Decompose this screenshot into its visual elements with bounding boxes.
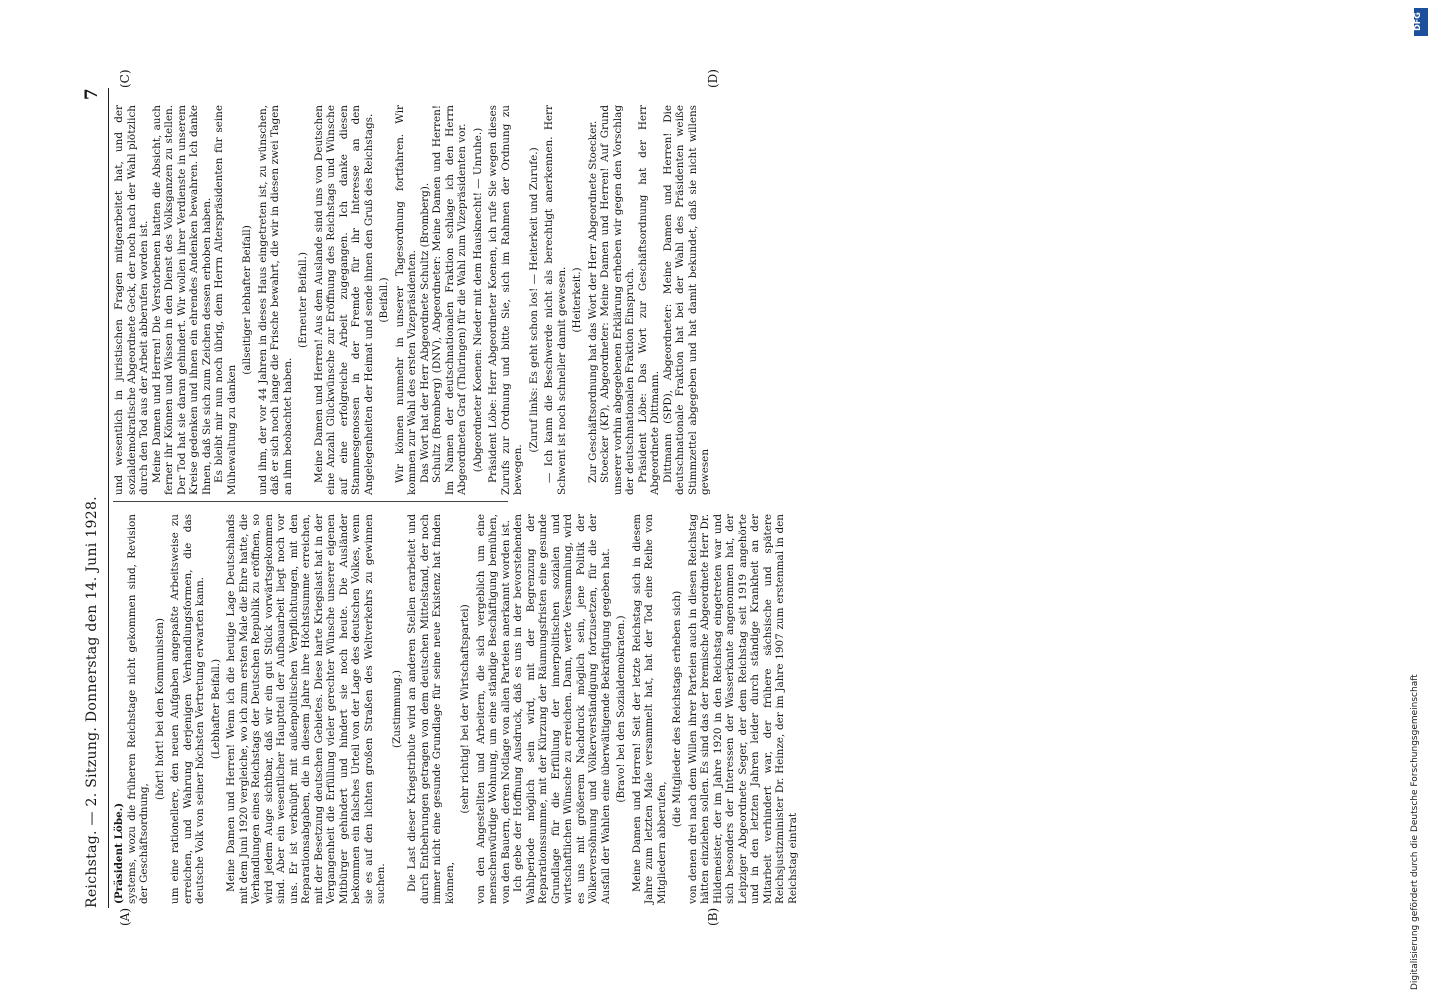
paragraph-12: Präsident Löbe: Herr Abgeordneter Koenen, ich rufe Sie wegen dieses Zurufs zur Ordnung und bitte Sie, sich im Rahmen der Ordnung zu bewegen.: [487, 105, 524, 495]
paragraph-0: und wesentlich in juristischen Fragen mitgearbeitet hat, und der sozialdemokratische Abgeordnete Geck, der noch nach der Wahl plötzlich durch den Tod aus der Arbeit abberufen worden ist.: [113, 105, 150, 495]
column-divider: [113, 501, 508, 502]
paragraph-10: Ich gebe der Hoffnung Ausdruck, daß es uns in der bevorstehenden Wahlperiode möglich sein wird, mit der Begrenzung der Reparationssumme, mit der Kürzung der Räumungsfristen eine gesunde Grundlage für die Erfüllung der innerpolitischen sozialen und wirtschaftlichen Wünsche zu erreichen. Dann, werte Versammlung, wird es uns mit größerem Nachdruck möglich sein, jene Politik der Völkerversöhnung und Völkerverständigung fortzusetzen, für die der Ausfall der Wahlen eine überwältigende Bekräftigung gegeben hat.: [512, 514, 612, 904]
interjection-11: (Abgeordneter Koenen: Nieder mit dem Hausknecht! — Unruhe.): [471, 127, 484, 473]
paragraph-0: (Präsident Löbe.): [113, 802, 125, 904]
paragraph-16: Zur Geschäftsordnung hat das Wort der Herr Abgeordnete Stoecker.: [586, 120, 599, 483]
margin-letter-b: (B): [706, 907, 720, 926]
margin-letter-a: (A): [118, 907, 132, 926]
paragraph-5: Meine Damen und Herren! Wenn ich die heutige Lage Deutschlands mit dem Juni 1920 vergleiche, wo ich zum ersten Male die Ehre hatte, die Verhandlungen eines Reichstags der Deutschen Republik zu eröffnen, so wird jedem Auge sichtbar, daß wir ein gut Stück vorwärtsgekommen sind. Aber ein wesentlicher Hauptteil der Aufbauarbeit liegt noch vor uns. Er ist verknüpft mit außenpolitischen Verpflichtungen, mit den Reparationsabgaben, die in diesem Jahre ihre Höchstsumme erreichen, mit der Besetzung deutschen Gebietes. Diese harte Kriegslast hat in der Vergangenheit die Erfüllung vieler gerechter Wünsche unserer eigenen Mitbürger gehindert und hindert sie noch heute. Die Ausländer bekommen ein falsches Urteil von der Lage des deutschen Volkes, wenn sie es auf den lichten großen Straßen des Weltverkehrs zu gewinnen suchen.: [225, 514, 387, 904]
header-rule: [108, 88, 109, 908]
paragraph-9: von den Angestellten und Arbeitern, die sich vergeblich um eine menschenwürdige Wohnung, um eine ständige Beschäftigung bemühen, von den Bauern, deren Notlage von allen Parteien anerkannt worden ist.: [474, 514, 512, 904]
paragraph-1: Meine Damen und Herren! Die Verstorbenen hatten die Absicht, auch ferner ihr Können und Wissen in den Dienst des Volksganzen zu stellen. Der Tod hat sie daran gehindert. Wir wollen ihrer Verdienste in unserem Kreise gedenken und ihnen ein ehrendes Andenken bewahren. Ich danke Ihnen, daß Sie sich zum Zeichen dessen erhoben haben.: [150, 105, 213, 495]
page-header: [84, 88, 106, 908]
margin-letter-c: (C): [118, 69, 132, 88]
interjection-15: (Heiterkeit.): [571, 267, 583, 333]
interjection-8: (sehr richtig! bei der Wirtschaftspartei): [459, 604, 471, 814]
digitization-credit: Digitalisierung gefördert durch die Deutsche Forschungsgemeinschaft: [1410, 674, 1420, 990]
interjection-11: (Bravo! bei den Sozialdemokraten.): [615, 615, 627, 803]
paragraph-17: Stoecker (KP), Abgeordneter: Meine Damen und Herren! Auf Grund unserer vorhin abgegebenen Erklärung erheben wir gegen den Vorschlag der deutschnationalen Fraktion Einspruch.: [599, 105, 636, 495]
paragraph-10: Schultz (Bromberg) (DNV), Abgeordneter: Meine Damen und Herren! Im Namen der deutschnationalen Fraktion schlage ich den Herrn Abgeordneten Graf (Thüringen) für die Wahl zum Vizepräsidenten vor.: [431, 105, 468, 495]
interjection-7: (Beifall.): [378, 277, 390, 323]
interjection-2: (hört! hört! bei den Kommunisten): [153, 618, 166, 800]
interjection-3: (allseitiger lebhafter Beifall): [241, 225, 253, 375]
dfg-logo: [1414, 8, 1428, 36]
interjection-13: (Zuruf links: Es geht schon los! — Heiterkeit und Zurufe.): [527, 147, 540, 453]
paragraph-12: Meine Damen und Herren! Seit der letzte Reichstag sich in diesem Jahre zum letzten Male versammelt hat, hat der Tod eine Reihe von Mitgliedern abberufen,: [630, 514, 668, 904]
paragraph-4: und ihm, der vor 44 Jahren in dieses Haus eingetreten ist, zu wünschen, daß er sich noch lange die Frische bewahrt, die wir in diesen zwei Tagen an ihm beobachtet haben.: [256, 105, 294, 495]
interjection-4: (Lebhafter Beifall.): [209, 658, 222, 760]
left-column: [113, 514, 799, 904]
right-column: [113, 105, 712, 495]
paragraph-9: Das Wort hat der Herr Abgeordnete Schultz (Bromberg).: [418, 182, 431, 483]
credit-sidebar: [1410, 10, 1428, 990]
paragraph-14: — Ich kann die Beschwerde nicht als berechtigt anerkennen. Herr Schwent ist noch schneller damit gewesen.: [543, 105, 568, 495]
paragraph-3: um eine rationellere, den neuen Aufgaben angepaßte Arbeitsweise zu erreichen, und Wahrung derjenigen Verhandlungsformen, die das deutsche Volk von seiner höchsten Vertretung erwarten kann.: [169, 514, 206, 904]
page-number: 7: [82, 88, 102, 101]
interjection-13: (die Mitglieder des Reichstags erheben sich): [671, 590, 683, 828]
paragraph-1: systems, wozu die früheren Reichstage nicht gekommen sind, Revision der Geschäftsordnung,: [125, 514, 150, 904]
paragraph-18: Präsident Löbe: Das Wort zur Geschäftsordnung hat der Herr Abgeordnete Dittmann.: [636, 105, 661, 495]
interjection-5: (Erneuter Beifall.): [297, 252, 309, 348]
paragraph-6: Meine Damen und Herren! Aus dem Auslande sind uns von Deutschen eine Anzahl Glückwünsche zur Eröffnung des Reichstags und Wünsche auf eine erfolgreiche Arbeit zugegangen. Ich danke diesen Stammesgenossen in der Fremde für ihr Interesse an den Angelegenheiten der Heimat und sende ihnen den Gruß des Reichstags.: [312, 105, 375, 495]
paragraph-2: Es bleibt mir nun noch übrig, dem Herrn Alterspräsidenten für seine Mühewaltung zu danken: [213, 105, 238, 495]
paragraph-7: Die Last dieser Kriegstribute wird an anderen Stellen erarbeitet und durch Entbehrungen getragen von dem deutschen Mittelstand, der noch immer nicht eine gesunde Grundlage für seine neue Existenz hat finden können,: [406, 514, 456, 904]
paragraph-8: Wir können nunmehr in unserer Tagesordnung fortfahren. Wir kommen zur Wahl des ersten Vizepräsidenten.: [393, 105, 418, 495]
paragraph-14: von denen drei nach dem Willen ihrer Parteien auch in diesen Reichstag hätten einziehen sollen. Es sind das der bremische Abgeordnete Herr Dr. Hildemeister, der im Jahre 1920 in den Reichstag eingetreten war und sich besonders der Interessen der Wasserkante angenommen hat, der Leipziger Abgeordnete Seger, der dem Reichstag seit 1919 angehörte und in den letzten Jahren leider durch ständige Krankheit an der Mitarbeit verhindert war, der frühere sächsische und spätere Reichsjustizminister Dr. Heinze, der im Jahre 1907 zum erstenmal in den Reichstag eintrat: [686, 514, 799, 904]
page-title: Reichstag. — 2. Sitzung. Donnerstag den 14. Juni 1928.: [84, 496, 100, 908]
paragraph-19: Dittmann (SPD), Abgeordneter: Meine Damen und Herren! Die deutschnationale Fraktion hat bei der Wahl des Präsidenten weiße Stimmzettel abgegeben und hat damit bekundet, daß sie nicht willens gewesen: [661, 105, 711, 495]
interjection-6: (Zustimmung.): [390, 670, 403, 748]
dfg-logo-text: DFG: [1412, 12, 1422, 31]
margin-letter-d: (D): [706, 69, 720, 88]
